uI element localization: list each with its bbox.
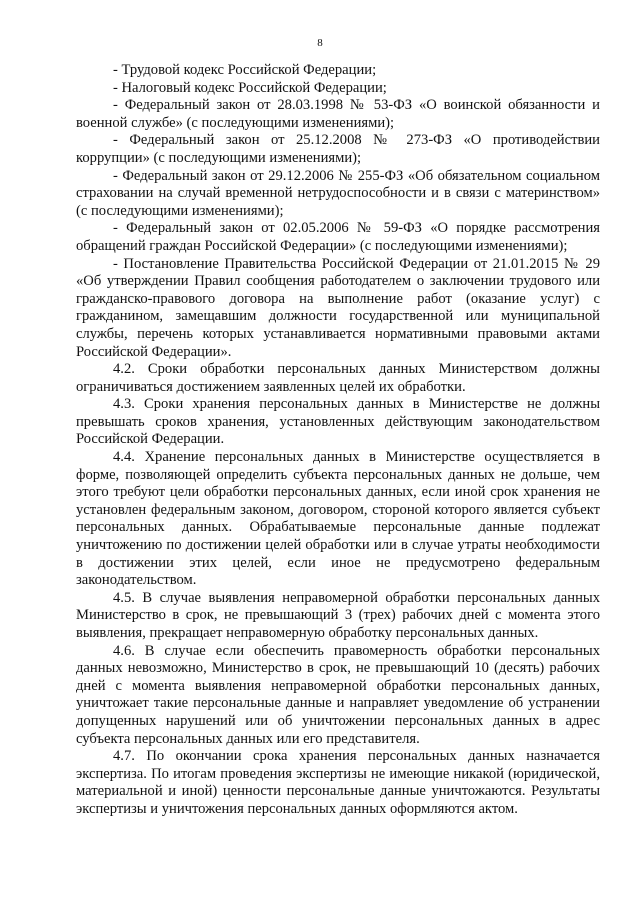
list-item-tax-code: - Налоговый кодекс Российской Федерации; (113, 79, 387, 96)
paragraph-4-2: 4.2. Сроки обработки персональных данных Министерством должны ограничиваться достижением заявленных целей их обработки. (76, 361, 600, 395)
paragraph-4-3: 4.3. Сроки хранения персональных данных в Министерстве не должны превышать сроков хранения, установленных действующим законодательством Российской Федерации. (76, 396, 600, 448)
list-item-labor-code: - Трудовой кодекс Российской Федерации; (113, 62, 377, 78)
paragraph-4-4: 4.4. Хранение персональных данных в Министерстве осуществляется в форме, позволяющей определить субъекта персональных данных не дольше, чем этого требуют цели обработки персональных данных, если иной срок хранения не установлен федеральным законом, договором, стороной которого является субъект персональных данных. Обрабатываемые персональные данные подлежат уничтожению по достижении целей обработки или в случае утраты необходимости в достижении этих целей, если иное не предусмотрено федеральным законодательством. (76, 449, 600, 589)
document-body (76, 62, 600, 819)
page-number: 8 (317, 37, 323, 49)
list-item-law-273fz: - Федеральный закон от 25.12.2008 № 273-ФЗ «О противодействии коррупции» (с последующими изменениями); (76, 132, 600, 166)
list-item-law-53fz: - Федеральный закон от 28.03.1998 № 53-ФЗ «О воинской обязанности и военной службе» (с последующими изменениями); (76, 97, 600, 131)
paragraph-4-7: 4.7. По окончании срока хранения персональных данных назначается экспертиза. По итогам проведения экспертизы не имеющие никакой (юридической, материальной и иной) ценности персональные данные уничтожаются. Результаты экспертизы и уничтожения персональных данных оформляются актом. (76, 748, 600, 817)
list-item-law-59fz: - Федеральный закон от 02.05.2006 № 59-ФЗ «О порядке рассмотрения обращений граждан Российской Федерации» (с последующими изменениями); (76, 220, 600, 254)
list-item-law-255fz: - Федеральный закон от 29.12.2006 № 255-ФЗ «Об обязательном социальном страховании на случай временной нетрудоспособности и в связи с материнством» (с последующими изменениями); (76, 167, 600, 219)
paragraph-4-6: 4.6. В случае если обеспечить правомерность обработки персональных данных невозможно, Министерство в срок, не превышающий 10 (десять) рабочих дней с момента выявления неправомерной обработки персональных данных, уничтожает такие персональные данные и направляет уведомление об устранении допущенных нарушений или об уничтожении персональных данных в адрес субъекта персональных данных или его представителя. (76, 642, 600, 747)
paragraph-4-5: 4.5. В случае выявления неправомерной обработки персональных данных Министерство в срок, не превышающий 3 (трех) рабочих дней с момента этого выявления, прекращает неправомерную обработку персональных данных. (76, 589, 600, 641)
list-item-resolution-29: - Постановление Правительства Российской Федерации от 21.01.2015 № 29 «Об утверждении Правил сообщения работодателем о заключении трудового или гражданско-правового договора на выполнение работ (оказание услуг) с гражданином, замещавшим должности государственной или муниципальной службы, перечень которых устанавливается нормативными правовыми актами Российской Федерации». (76, 255, 600, 360)
